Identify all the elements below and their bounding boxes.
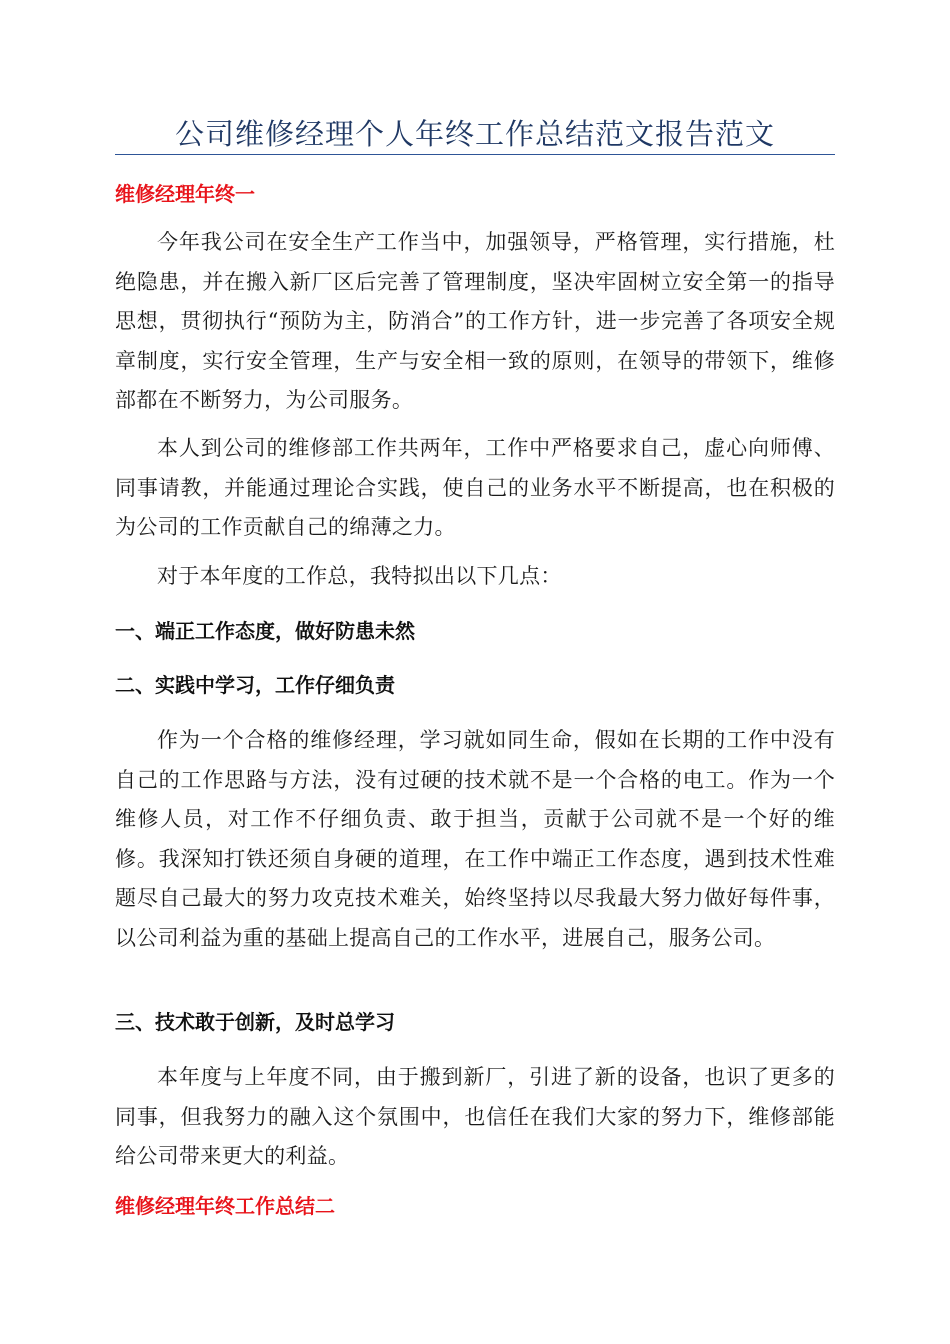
section-heading-2: 维修经理年终工作总结二	[115, 1194, 335, 1218]
title-underline	[115, 154, 835, 155]
point-heading-2: 二、实践中学习，工作仔细负责	[115, 673, 395, 697]
document-title: 公司维修经理个人年终工作总结范文报告范文	[174, 117, 775, 151]
section-heading-1: 维修经理年终一	[115, 182, 255, 206]
point-heading-1: 一、端正工作态度，做好防患未然	[115, 619, 415, 643]
point-heading-3: 三、技术敢于创新，及时总学习	[115, 1010, 395, 1034]
paragraph-1: 今年我公司在安全生产工作当中，加强领导，严格管理，实行措施，杜绝隐患，并在搬入新厂区后完善了管理制度，坚决牢固树立安全第一的指导思想，贯彻执行“预防为主，防消合”的工作方针，进一步完善了各项安全规章制度，实行安全管理，生产与安全相一致的原则，在领导的带领下，维修部都在不断努力，为公司服务。	[115, 230, 835, 412]
paragraph-4: 作为一个合格的维修经理，学习就如同生命，假如在长期的工作中没有自己的工作思路与方法，没有过硬的技术就不是一个合格的电工。作为一个维修人员，对工作不仔细负责、敢于担当，贡献于公司就不是一个好的维修。我深知打铁还须自身硬的道理，在工作中端正工作态度，遇到技术性难题尽自己最大的努力攻克技术难关，始终坚持以尽我最大努力做好每件事，以公司利益为重的基础上提高自己的工作水平，进展自己，服务公司。	[115, 728, 835, 950]
paragraph-3: 对于本年度的工作总，我特拟出以下几点：	[157, 564, 562, 588]
paragraph-2: 本人到公司的维修部工作共两年，工作中严格要求自己，虚心向师傅、同事请教，并能通过理论合实践，使自己的业务水平不断提高，也在积极的为公司的工作贡献自己的绵薄之力。	[115, 436, 835, 539]
paragraph-5: 本年度与上年度不同，由于搬到新厂，引进了新的设备，也识了更多的同事，但我努力的融入这个氛围中，也信任在我们大家的努力下，维修部能给公司带来更大的利益。	[115, 1065, 835, 1168]
